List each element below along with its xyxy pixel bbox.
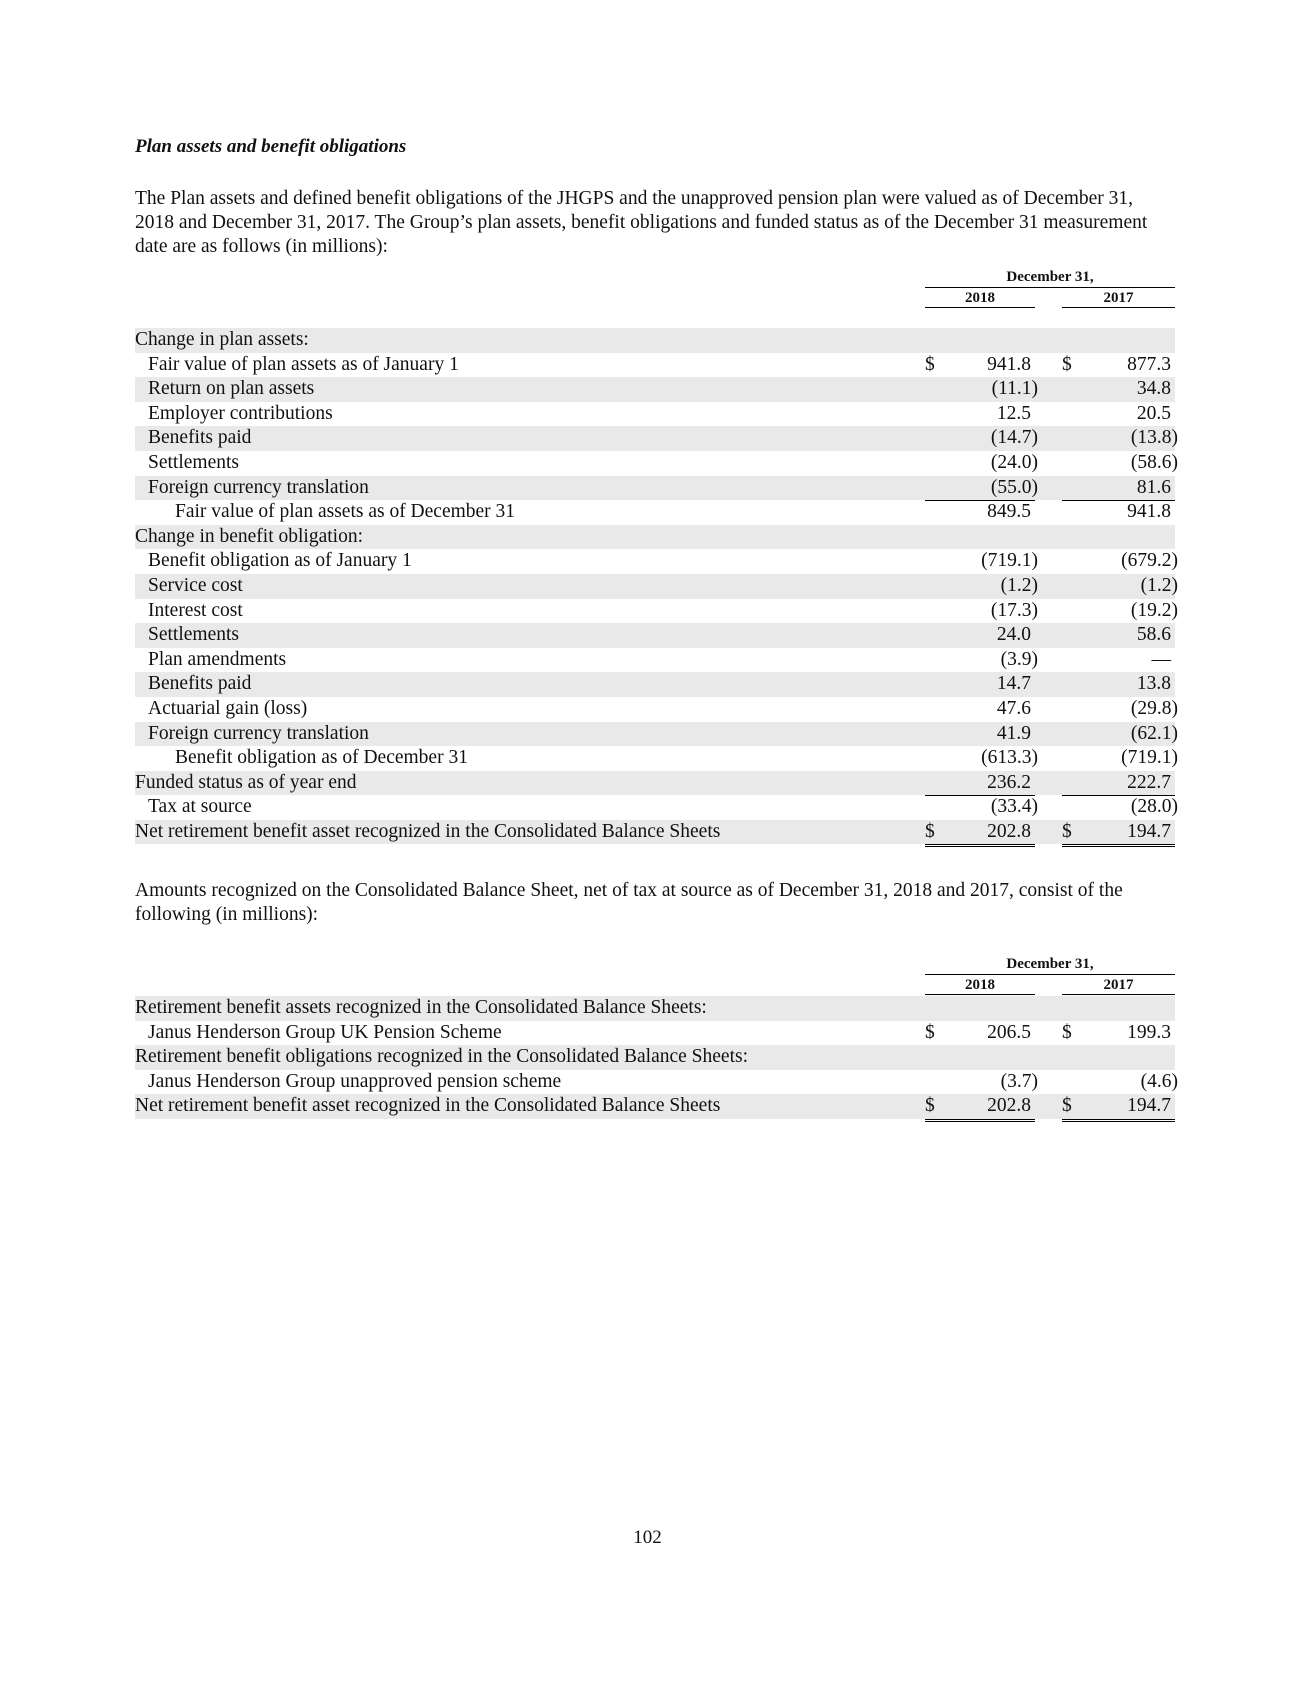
value-2018: 206.5	[987, 1021, 1031, 1043]
value-2017-cell	[1062, 1070, 1178, 1096]
value-2017: —	[1151, 648, 1171, 670]
value-2017-cell	[1062, 549, 1178, 574]
value-2017: 13.8	[1136, 673, 1171, 695]
value-2018: 12.5	[996, 402, 1031, 424]
value-2018-cell	[925, 1094, 1035, 1122]
value-2017-cell	[1062, 377, 1175, 402]
dollar-sign: $	[1062, 820, 1072, 842]
value-2017: (4.6)	[1140, 1070, 1178, 1092]
table-row	[135, 996, 1175, 1021]
dollar-sign: $	[925, 1021, 935, 1043]
value-2018: (3.9)	[1000, 648, 1038, 670]
value-2017: (1.2)	[1140, 574, 1178, 596]
value-2018-cell	[925, 574, 1038, 599]
table1-header	[925, 268, 1175, 308]
value-2018-cell	[925, 500, 1035, 526]
value-2017-cell	[1062, 771, 1175, 797]
row-label: Settlements	[148, 624, 239, 646]
value-2018-cell	[925, 672, 1035, 697]
row-label: Benefit obligation as of December 31	[175, 747, 468, 769]
value-2017-cell	[1062, 599, 1178, 624]
table-row	[135, 328, 1175, 353]
row-label: Foreign currency translation	[148, 476, 369, 498]
value-2017-cell	[1062, 476, 1175, 502]
table-row	[135, 451, 1178, 476]
table2-year-2018: 2018	[925, 977, 1035, 995]
second-paragraph: Amounts recognized on the Consolidated Balance Sheet, net of tax at source as of December 31, 2018 and 2017, consist of the following (in millions):	[135, 880, 1123, 925]
value-2017: 877.3	[1127, 353, 1171, 375]
value-2017-cell	[1062, 820, 1175, 848]
table-row	[135, 476, 1175, 501]
table-row	[135, 574, 1178, 599]
value-2018-cell	[925, 820, 1035, 848]
value-2017: 81.6	[1136, 476, 1171, 498]
value-2018-cell	[925, 476, 1038, 502]
value-2018-cell	[925, 1070, 1038, 1096]
table-row	[135, 1070, 1178, 1095]
dollar-sign: $	[925, 820, 935, 842]
value-2017: 58.6	[1136, 624, 1171, 646]
dollar-sign: $	[1062, 1095, 1072, 1117]
table-row	[135, 599, 1178, 624]
value-2017-cell	[1062, 623, 1175, 648]
intro-paragraph: The Plan assets and defined benefit obligations of the JHGPS and the unapproved pension plan were valued as of December 31, 2018 and December 31, 2017. The Group’s plan assets, benefit obligations and funded status as of the December 31 measurement date are as follows (in millions):	[135, 188, 1148, 257]
table1	[135, 328, 1178, 844]
value-2018: 47.6	[996, 697, 1031, 719]
row-label: Retirement benefit assets recognized in the Consolidated Balance Sheets:	[135, 997, 707, 1018]
value-2017: 199.3	[1127, 1021, 1171, 1043]
value-2018-cell	[925, 599, 1038, 624]
table-row	[135, 1094, 1175, 1119]
value-2017: (62.1)	[1130, 722, 1178, 744]
row-label: Fair value of plan assets as of December 31	[175, 501, 516, 523]
row-label: Service cost	[148, 574, 243, 596]
value-2018-cell	[925, 746, 1038, 772]
value-2017: (719.1)	[1121, 747, 1178, 769]
value-2017-cell	[1062, 1021, 1175, 1046]
value-2017: (679.2)	[1121, 550, 1178, 572]
value-2017-cell	[1062, 795, 1178, 821]
value-2018-cell	[925, 722, 1035, 747]
value-2018: (3.7)	[1000, 1070, 1038, 1092]
value-2017-cell	[1062, 500, 1175, 526]
row-label: Benefits paid	[148, 673, 252, 695]
row-label: Fair value of plan assets as of January 1	[148, 353, 459, 375]
value-2017-cell	[1062, 574, 1178, 599]
value-2018: (1.2)	[1000, 574, 1038, 596]
table-row	[135, 746, 1178, 771]
row-label: Tax at source	[148, 796, 252, 818]
value-2018-cell	[925, 377, 1038, 402]
row-label: Janus Henderson Group UK Pension Scheme	[148, 1021, 502, 1043]
value-2017-cell	[1062, 426, 1178, 451]
row-label: Plan amendments	[148, 648, 287, 670]
value-2018-cell	[925, 697, 1035, 722]
table1-period-header: December 31,	[925, 268, 1175, 288]
value-2018: 849.5	[987, 501, 1031, 523]
value-2018: (24.0)	[990, 451, 1038, 473]
table2-year-2017: 2017	[1062, 977, 1175, 995]
row-label: Benefit obligation as of January 1	[148, 550, 412, 572]
value-2018-cell	[925, 771, 1035, 797]
table1-year-2018: 2018	[925, 290, 1035, 308]
value-2017: 34.8	[1136, 378, 1171, 400]
value-2018: (719.1)	[981, 550, 1038, 572]
table-row	[135, 820, 1175, 845]
row-label: Net retirement benefit asset recognized in the Consolidated Balance Sheets	[135, 1095, 721, 1117]
row-label: Return on plan assets	[148, 378, 315, 400]
row-label: Janus Henderson Group unapproved pension scheme	[148, 1070, 562, 1092]
value-2017: 941.8	[1127, 501, 1171, 523]
row-label: Net retirement benefit asset recognized in the Consolidated Balance Sheets	[135, 820, 721, 842]
value-2017: 194.7	[1127, 1095, 1171, 1117]
table-row	[135, 525, 1175, 550]
value-2017-cell	[1062, 648, 1175, 673]
table-row	[135, 426, 1178, 451]
value-2017: (19.2)	[1130, 599, 1178, 621]
value-2017: 20.5	[1136, 402, 1171, 424]
row-label: Retirement benefit obligations recognized in the Consolidated Balance Sheets:	[135, 1046, 748, 1068]
table-row	[135, 648, 1175, 673]
table-row	[135, 500, 1175, 525]
table-row	[135, 1021, 1175, 1046]
table-row	[135, 377, 1175, 402]
section-heading: Plan assets and benefit obligations	[135, 136, 407, 157]
table-row	[135, 1045, 1175, 1070]
value-2017: (13.8)	[1130, 427, 1178, 449]
value-2018: (17.3)	[990, 599, 1038, 621]
value-2017: (29.8)	[1130, 697, 1178, 719]
value-2017-cell	[1062, 746, 1178, 772]
value-2018: 14.7	[996, 673, 1031, 695]
value-2018: (11.1)	[991, 378, 1038, 400]
table2-period-header: December 31,	[925, 955, 1175, 975]
value-2018: (55.0)	[990, 476, 1038, 498]
value-2018-cell	[925, 623, 1035, 648]
value-2017-cell	[1062, 1094, 1175, 1122]
value-2017-cell	[1062, 697, 1178, 722]
value-2017-cell	[1062, 353, 1175, 378]
value-2018: 236.2	[987, 771, 1031, 793]
table-row	[135, 402, 1175, 427]
row-label: Settlements	[148, 451, 239, 473]
value-2017: (58.6)	[1130, 451, 1178, 473]
table-row	[135, 795, 1178, 820]
value-2018: 41.9	[996, 722, 1031, 744]
table1-year-2017: 2017	[1062, 290, 1175, 308]
table-row	[135, 697, 1178, 722]
page-number: 102	[633, 1527, 662, 1548]
value-2017-cell	[1062, 722, 1178, 747]
value-2018-cell	[925, 549, 1038, 574]
value-2018: (14.7)	[990, 427, 1038, 449]
value-2018: 24.0	[996, 624, 1031, 646]
table2	[135, 996, 1178, 1119]
value-2018-cell	[925, 795, 1038, 821]
table-row	[135, 549, 1178, 574]
value-2018: 202.8	[987, 820, 1031, 842]
row-label: Employer contributions	[148, 402, 333, 424]
table-row	[135, 722, 1178, 747]
row-label: Interest cost	[148, 599, 243, 621]
value-2018-cell	[925, 353, 1035, 378]
table-row	[135, 353, 1175, 378]
dollar-sign: $	[1062, 1021, 1072, 1043]
value-2018: 941.8	[987, 353, 1031, 375]
table-row	[135, 623, 1175, 648]
value-2018: (613.3)	[981, 747, 1038, 769]
value-2018-cell	[925, 648, 1038, 673]
value-2017: (28.0)	[1130, 796, 1178, 818]
value-2017-cell	[1062, 672, 1175, 697]
row-label: Change in benefit obligation:	[135, 525, 363, 547]
dollar-sign: $	[925, 353, 935, 375]
value-2017: 222.7	[1127, 771, 1171, 793]
value-2018-cell	[925, 402, 1035, 427]
value-2018-cell	[925, 451, 1038, 476]
row-label: Funded status as of year end	[135, 771, 357, 793]
value-2018: 202.8	[987, 1095, 1031, 1117]
row-label: Benefits paid	[148, 427, 252, 449]
value-2017-cell	[1062, 402, 1175, 427]
table-row	[135, 771, 1175, 796]
dollar-sign: $	[925, 1095, 935, 1117]
table2-header	[925, 955, 1175, 995]
value-2017: 194.7	[1127, 820, 1171, 842]
dollar-sign: $	[1062, 353, 1072, 375]
row-label: Foreign currency translation	[148, 722, 369, 744]
row-label: Change in plan assets:	[135, 329, 309, 350]
table-row	[135, 672, 1175, 697]
value-2017-cell	[1062, 451, 1178, 476]
value-2018-cell	[925, 426, 1038, 451]
value-2018: (33.4)	[990, 796, 1038, 818]
row-label: Actuarial gain (loss)	[148, 697, 308, 719]
value-2018-cell	[925, 1021, 1035, 1046]
